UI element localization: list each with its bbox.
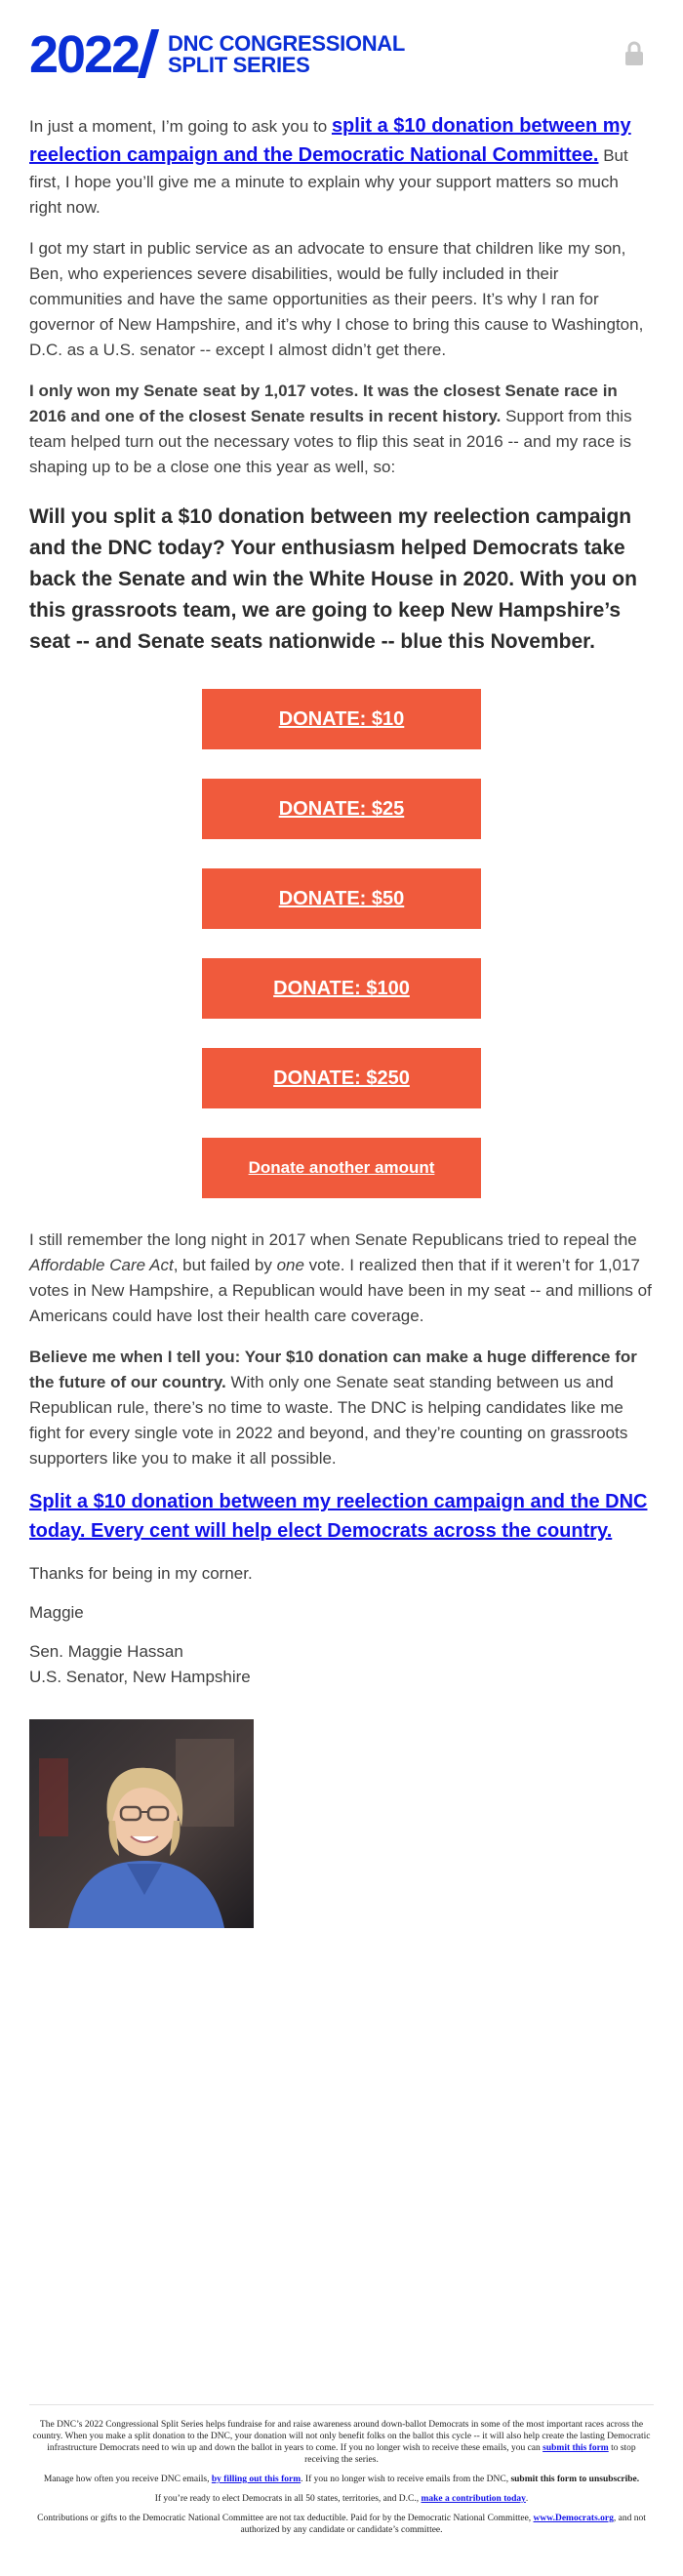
donation-buttons (29, 689, 654, 1198)
story-paragraph: I got my start in public service as an advocate to ensure that children like my son, Ben, who experiences severe disabilities, would be fully included in their communities and have the same opportunities as their peers. It’s why I ran for governor of New Hampshire, and it’s why I chose to bring this cause to Washington, D.C. as a U.S. senator -- except I almost didn’t get there. (29, 239, 644, 359)
header-year: 2022 (29, 25, 140, 84)
cta-split-donation-link[interactable]: Split a $10 donation between my reelection campaign and the DNC today. Every cent will help elect Democrats across the country. (29, 1491, 648, 1542)
aca-text-a: I still remember the long night in 2017 when Senate Republicans tried to repeal the (29, 1230, 637, 1249)
footer-p3-text: If you’re ready to elect Democrats in all 50 states, territories, and D.C., (154, 2494, 422, 2504)
aca-text-c: vote. I realized then that if it weren’t for 1,017 votes in New Hampshire, a Republican would have been in my seat -- and millions of Americans could have lost their health care coverage. (29, 1256, 652, 1325)
header-series-line2: SPLIT SERIES (168, 53, 310, 77)
believe-paragraph (29, 1345, 654, 1471)
aca-paragraph (29, 1228, 654, 1329)
donate-100-button[interactable]: DONATE: $100 (202, 958, 481, 1019)
signature-block (29, 1561, 654, 1690)
email-header (29, 27, 654, 86)
footer-democrats-link[interactable]: www.Democrats.org (533, 2514, 614, 2523)
footer-p1-text: The DNC’s 2022 Congressional Split Series helps fundraise for and raise awareness around down-ballot Democrats in some of the most important races across the country. When you make a split donation to the DNC, your donation will not only benefit folks on the ballot this cycle -- it will also help create the lasting Democratic infrastructure Democrats need to win up and down the ballot in years to come. If you no longer wish to receive these emails, you can (32, 2420, 651, 2453)
footer-contribution-link[interactable]: make a contribution today (421, 2494, 526, 2504)
footer-unsubscribe-text: submit this form to unsubscribe. (510, 2475, 640, 2484)
donate-10-button[interactable]: DONATE: $10 (202, 689, 481, 749)
aca-italic-one: one (276, 1256, 304, 1274)
signature-name: Maggie (29, 1603, 84, 1622)
footer-p4-text: Contributions or gifts to the Democratic National Committee are not tax deductible. Paid for by the Democratic National Committee, (37, 2514, 534, 2523)
senate-race-bold: I only won my Senate seat by 1,017 votes. It was the closest Senate race in 2016 and one of the closest Senate results in recent history. (29, 382, 618, 425)
intro-lead-text: In just a moment, I’m going to ask you to (29, 117, 332, 136)
header-slash (138, 29, 159, 78)
cta-paragraph (29, 1487, 654, 1546)
signature-full (29, 1639, 654, 1690)
footer-p4-end: , and not authorized by any candidate or candidate’s committee. (240, 2514, 646, 2535)
footer-contribute (29, 2493, 654, 2505)
senate-race-paragraph (29, 379, 654, 480)
footer-p2-mid: . If you no longer wish to receive emails from the DNC, (301, 2475, 511, 2484)
believe-bold: Believe me when I tell you: Your $10 donation can make a huge difference for the future of our country. (29, 1348, 637, 1391)
donate-other-amount-button[interactable]: Donate another amount (202, 1138, 481, 1198)
footer-manage-form-link[interactable]: by filling out this form (211, 2475, 301, 2484)
aca-italic: Affordable Care Act (29, 1256, 174, 1274)
footer-p3-end: . (525, 2494, 529, 2504)
intro-paragraph (29, 111, 654, 221)
donate-250-button[interactable]: DONATE: $250 (202, 1048, 481, 1108)
footer-p2-text: Manage how often you receive DNC emails, (43, 2475, 212, 2484)
header-series-line1: DNC CONGRESSIONAL (168, 31, 406, 56)
donate-25-button[interactable]: DONATE: $25 (202, 779, 481, 839)
footer-p1-end: to stop receiving the series. (304, 2443, 636, 2465)
aca-text-b: , but failed by (173, 1256, 277, 1274)
signature-full-name: Sen. Maggie Hassan (29, 1642, 183, 1661)
footer-submit-form-link[interactable]: submit this form (542, 2443, 609, 2453)
footer-series-disclaimer (29, 2419, 654, 2466)
email-body (29, 111, 654, 1933)
lock-icon (624, 41, 644, 66)
senate-race-rest: Support from this team helped turn out the necessary votes to flip this seat in 2016 -- and my race is shaping up to be a close one this year as well, so: (29, 407, 632, 476)
thanks-line: Thanks for being in my corner. (29, 1564, 253, 1583)
split-donation-link[interactable]: split a $10 donation between my reelection campaign and the Democratic National Committee. (29, 115, 631, 166)
intro-trail-text: But first, I hope you’ll give me a minute to explain why your support matters so much right now. (29, 146, 628, 217)
footer-manage-emails (29, 2474, 654, 2485)
donate-50-button[interactable]: DONATE: $50 (202, 868, 481, 929)
senator-portrait-photo (29, 1719, 254, 1928)
signature-title: U.S. Senator, New Hampshire (29, 1668, 251, 1686)
email-footer (29, 2404, 654, 2544)
donation-ask-callout: Will you split a $10 donation between my reelection campaign and the DNC today? Your enthusiasm helped Democrats take back the Senate and win the White House in 2020. With you on this grassroots team, we are going to keep New Hampshire’s seat -- and Senate seats nationwide -- blue this November. (29, 505, 637, 653)
header-series-title (168, 33, 405, 76)
believe-rest: With only one Senate seat standing between us and Republican rule, there’s no time to waste. The DNC is helping candidates like me fight for every single vote in 2022 and beyond, and they’re counting on grassroots supporters like you to make it all possible. (29, 1373, 628, 1468)
footer-paid-for (29, 2513, 654, 2536)
